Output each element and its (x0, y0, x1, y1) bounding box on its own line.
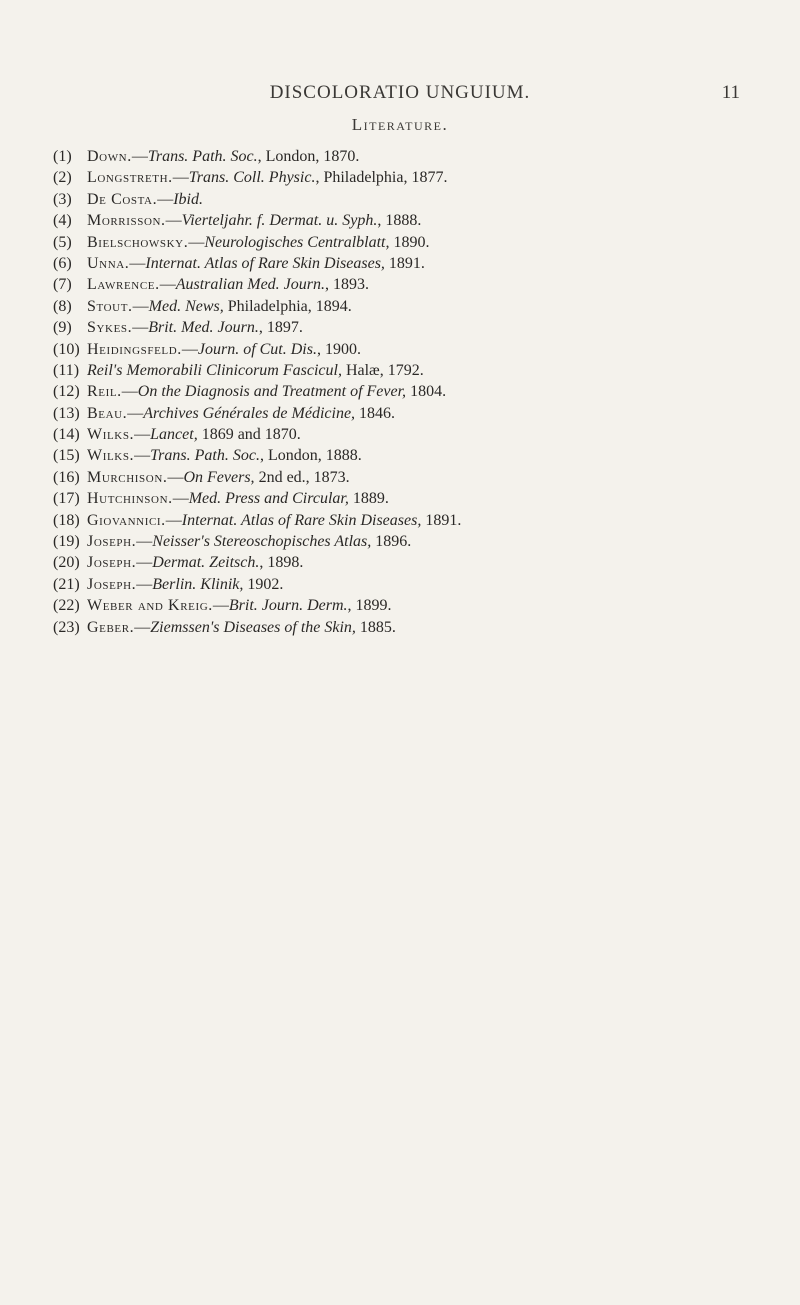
reference-number: (2) (53, 169, 72, 187)
reference-number: (21) (53, 575, 80, 593)
reference-number: (10) (53, 340, 80, 358)
reference-number: (4) (53, 212, 72, 230)
reference-details: , 1899. (347, 597, 392, 615)
reference-dash: — (165, 212, 182, 230)
reference-title: Ibid. (173, 190, 203, 208)
reference-number: (17) (53, 490, 80, 508)
reference-list (53, 146, 773, 638)
reference-number: (20) (53, 554, 80, 572)
reference-title: Med. News, (148, 297, 224, 315)
reference-item (53, 296, 773, 317)
page-number: 11 (721, 82, 740, 103)
reference-item (53, 317, 773, 338)
reference-details: Philadelphia, 1894. (223, 297, 352, 315)
reference-dash: — (172, 490, 189, 508)
reference-dash: — (136, 575, 153, 593)
reference-dash: — (132, 319, 149, 337)
reference-title: Med. Press and Circular, (188, 490, 349, 508)
reference-item (53, 274, 773, 295)
reference-number: (18) (53, 511, 80, 529)
reference-dash: — (121, 383, 138, 401)
reference-details: , London, 1888. (259, 447, 362, 465)
reference-item (53, 424, 773, 445)
reference-author: Wilks. (87, 426, 135, 444)
reference-item (53, 339, 773, 360)
reference-author: Weber and Kreig. (87, 597, 213, 615)
reference-number: (6) (53, 254, 72, 272)
reference-title: Archives Générales de Médicine, (143, 404, 356, 422)
reference-author: Joseph. (87, 554, 137, 572)
reference-author: Hutchinson. (87, 490, 173, 508)
reference-title: Reil's Memorabili Clinicorum Fascicul, (87, 361, 342, 379)
reference-author: Murchison. (87, 468, 168, 486)
reference-item (53, 510, 773, 531)
reference-number: (3) (53, 190, 72, 208)
reference-number: (5) (53, 233, 72, 251)
reference-dash: — (157, 190, 174, 208)
reference-author: Joseph. (87, 533, 137, 551)
reference-number: (23) (53, 618, 80, 636)
reference-details: 1902. (243, 575, 284, 593)
reference-item (53, 531, 773, 552)
reference-title: Dermat. Zeitsch. (152, 554, 260, 572)
reference-author: Morrisson. (87, 212, 166, 230)
reference-author: Heidingsfeld. (87, 340, 182, 358)
reference-number: (7) (53, 276, 72, 294)
reference-title: Brit. Journ. Derm. (228, 597, 348, 615)
reference-title: Trans. Path. Soc. (150, 447, 260, 465)
reference-details: , 1893. (325, 276, 370, 294)
reference-item (53, 445, 773, 466)
reference-item (53, 595, 773, 616)
reference-title: On the Diagnosis and Treatment of Fever, (137, 383, 407, 401)
section-heading: Literature. (351, 115, 449, 134)
reference-details: , Philadelphia, 1877. (315, 169, 448, 187)
reference-title: On Fevers, (183, 468, 255, 486)
reference-dash: — (127, 404, 144, 422)
reference-number: (11) (53, 361, 80, 379)
reference-details: 1890. (389, 233, 430, 251)
reference-author: Down. (87, 148, 132, 165)
reference-details: 1896. (371, 533, 412, 551)
reference-details: , 1897. (258, 319, 303, 337)
reference-number: (16) (53, 468, 80, 486)
reference-number: (22) (53, 597, 80, 615)
reference-item (53, 360, 773, 381)
reference-author: Sykes. (87, 319, 133, 337)
reference-details: 1891. (421, 511, 462, 529)
reference-dash: — (181, 340, 198, 358)
reference-title: Neurologisches Centralblatt, (204, 233, 390, 251)
reference-item (53, 232, 773, 253)
reference-details: , 1898. (259, 554, 304, 572)
reference-number: (15) (53, 447, 80, 465)
reference-title: Trans. Coll. Physic. (188, 169, 316, 187)
reference-dash: — (159, 276, 176, 294)
reference-title: Brit. Med. Journ. (148, 319, 259, 337)
reference-title: Vierteljahr. f. Dermat. u. Syph. (181, 212, 378, 230)
reference-author: Longstreth. (87, 169, 173, 187)
reference-title: Ziemssen's Diseases of the Skin, (150, 618, 356, 636)
reference-title: Berlin. Klinik, (152, 575, 244, 593)
reference-dash: — (188, 233, 205, 251)
reference-dash: — (131, 148, 148, 165)
reference-author: Geber. (87, 618, 135, 636)
reference-details: 2nd ed., 1873. (254, 468, 350, 486)
reference-number: (9) (53, 319, 72, 337)
reference-title: Neisser's Stereoschopisches Atlas, (152, 533, 372, 551)
reference-item (53, 467, 773, 488)
reference-number: (1) (53, 148, 72, 165)
reference-item (53, 210, 773, 231)
reference-author: Lawrence. (87, 276, 160, 294)
reference-details: Halæ, 1792. (341, 361, 424, 379)
reference-title: Internat. Atlas of Rare Skin Diseases, (145, 254, 385, 272)
reference-author: De Costa. (87, 190, 158, 208)
reference-item (53, 381, 773, 402)
reference-dash: — (132, 297, 149, 315)
reference-author: Wilks. (87, 447, 135, 465)
reference-title: Lancet, (150, 426, 198, 444)
running-head: DISCOLORATIO UNGUIUM. (269, 82, 531, 103)
reference-number: (12) (53, 383, 80, 401)
reference-dash: — (136, 533, 153, 551)
reference-item (53, 167, 773, 188)
reference-author: Stout. (87, 297, 133, 315)
reference-number: (14) (53, 426, 80, 444)
reference-details: 1891. (384, 254, 425, 272)
reference-details: , London, 1870. (257, 148, 360, 165)
reference-author: Beau. (87, 404, 128, 422)
reference-item (53, 146, 773, 167)
reference-dash: — (167, 468, 184, 486)
reference-number: (13) (53, 404, 80, 422)
reference-details: 1846. (355, 404, 396, 422)
reference-author: Joseph. (87, 575, 137, 593)
reference-item (53, 403, 773, 424)
reference-details: , 1888. (377, 212, 422, 230)
reference-dash: — (172, 169, 189, 187)
reference-author: Unna. (87, 254, 130, 272)
reference-dash: — (212, 597, 229, 615)
reference-dash: — (134, 426, 151, 444)
reference-item (53, 617, 773, 638)
reference-title: Australian Med. Journ. (175, 276, 326, 294)
reference-details: 1885. (355, 618, 396, 636)
reference-title: Internat. Atlas of Rare Skin Diseases, (181, 511, 422, 529)
reference-item (53, 488, 773, 509)
reference-details: 1869 and 1870. (197, 426, 301, 444)
reference-number: (8) (53, 297, 72, 315)
reference-item (53, 574, 773, 595)
reference-title: Trans. Path. Soc. (147, 148, 258, 165)
reference-item (53, 552, 773, 573)
reference-author: Bielschowsky. (87, 233, 189, 251)
reference-details: 1889. (348, 490, 389, 508)
reference-author: Reil. (87, 383, 122, 401)
reference-details: , 1900. (316, 340, 361, 358)
reference-dash: — (165, 511, 182, 529)
reference-dash: — (134, 618, 151, 636)
reference-dash: — (129, 254, 146, 272)
reference-dash: — (136, 554, 153, 572)
reference-dash: — (134, 447, 151, 465)
reference-item (53, 189, 773, 210)
reference-title: Journ. of Cut. Dis. (197, 340, 317, 358)
reference-details: 1804. (406, 383, 447, 401)
reference-author: Giovannici. (87, 511, 166, 529)
reference-number: (19) (53, 533, 80, 551)
reference-item (53, 253, 773, 274)
